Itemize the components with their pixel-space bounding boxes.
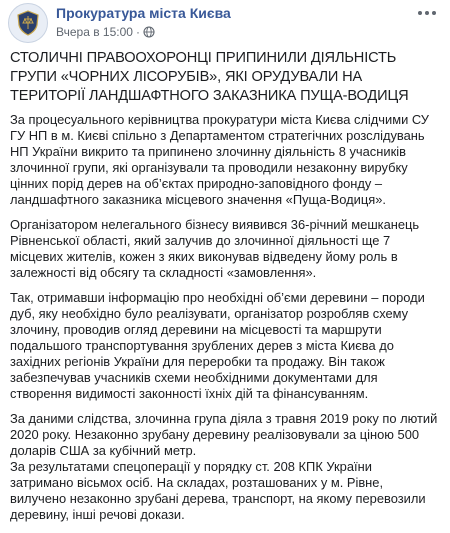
globe-icon[interactable] [143,26,155,38]
post-header [0,0,450,46]
more-dot [418,11,422,15]
post-paragraph: Організатором нелегального бізнесу виявився 36-річний мешканець Рівненської області, який залучив до злочинної діяльності ще 7 місцевих жителів, кожен з яких виконував відведену йому роль в залежності від обсягу та складності «замовлення». [10,217,420,280]
post-paragraph: За результатами спецоперації у порядку ст. 208 КПК України затримано вісьмох осіб. На складах, розташованих у м. Рівне, вилучено незаконно зрубані дерева, транспорт, на якому перевозили деревину, інші речові докази. [10,459,426,522]
post-body [10,112,438,532]
more-dot [432,11,436,15]
more-options-icon[interactable] [416,5,438,21]
post-timestamp[interactable]: Вчера в 15:00 [56,25,133,39]
page-name-link[interactable]: Прокуратура міста Києва [56,5,231,21]
prosecutor-emblem-icon [13,8,43,38]
post-headline: СТОЛИЧНІ ПРАВООХОРОНЦІ ПРИПИНИЛИ ДІЯЛЬНІСТЬ ГРУПИ «ЧОРНИХ ЛІСОРУБІВ», ЯКІ ОРУДУВАЛИ НА ТЕРИТОРІЇ ЛАНДШАФТНОГО ЗАКАЗНИКА ПУЩА-ВОДИЦЯ [10,50,409,104]
meta-separator: · [135,25,140,39]
post-paragraph: За процесуального керівництва прокуратури міста Києва слідчими СУ ГУ НП в м. Києві спільно з Департаментом стратегічних розслідувань НП України викрито та припинено злочинну діяльність 8 учасників злочинної групи, які організували та проводили незаконну вирубку цінних порід дерев на об’єктах природно-заповідного фонду – ландшафтного заказника місцевого значення «Пуща-Водиця». [10,112,429,207]
post-meta [56,25,155,39]
more-dot [425,11,429,15]
page-avatar[interactable] [8,3,48,43]
post-paragraph: За даними слідства, злочинна група діяла з травня 2019 року по лютий 2020 року. Незаконно зрубану деревину реалізовували за ціною 500 доларів США за кубічний метр. [10,411,438,458]
post-paragraph: Так, отримавши інформацію про необхідні об’єми деревини – породи дуб, яку необхідно було реалізувати, організатор розробляв схему злочину, проводив огляд деревини на місцевості та маршрути подальшого транспортування зрублених дерев з міста Києва до західних регіонів України для переробки та продажу. Він також забезпечував учасників схеми необхідними документами для створення видимості законності їхніх дій та фінансуванням. [10,290,425,401]
